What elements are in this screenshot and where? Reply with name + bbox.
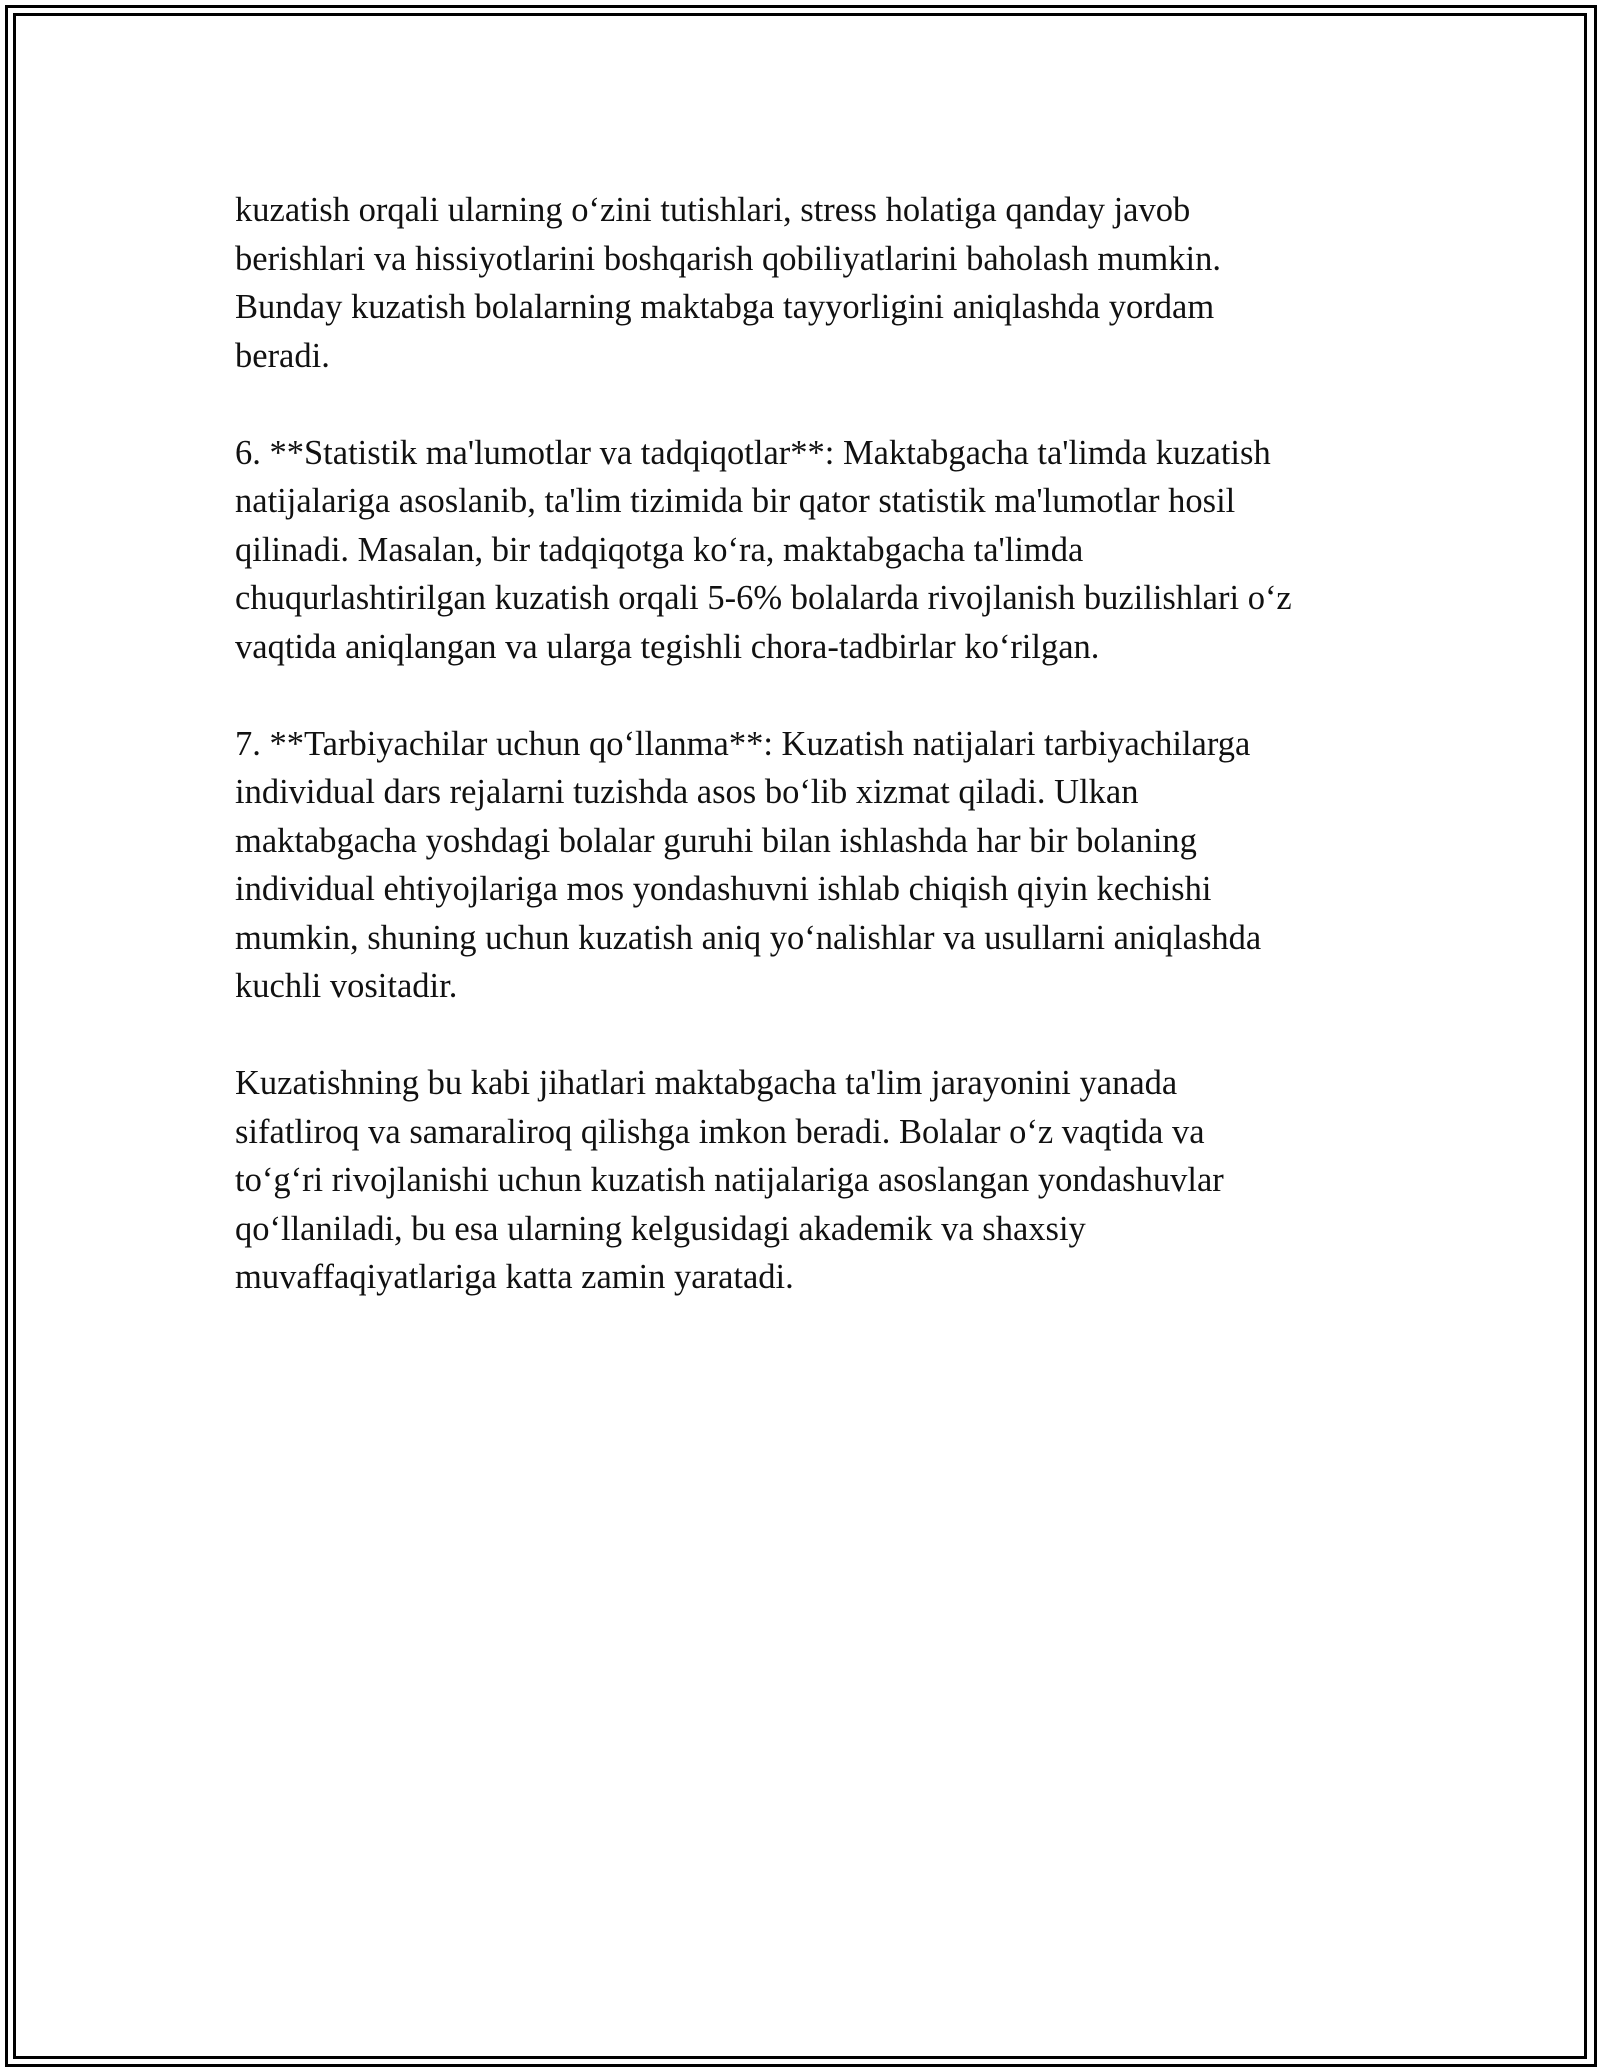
paragraph-conclusion: Kuzatishning bu kabi jihatlari maktabgacha ta'lim jarayonini yanada sifatliroq va samaraliroq qilishga imkon beradi. Bolalar o‘z vaqtida va to‘g‘ri rivojlanishi uchun kuzatish natijalariga asoslangan yondashuvlar qo‘llaniladi, bu esa ularning kelgusidagi akademik va shaxsiy muvaffaqiyatlariga katta zamin yaratadi.: [235, 1064, 1224, 1296]
document-body: [235, 186, 1385, 1350]
paragraph-item-6-statistics: 6. **Statistik ma'lumotlar va tadqiqotlar**: Maktabgacha ta'limda kuzatish natijalariga asoslanib, ta'lim tizimida bir qator statistik ma'lumotlar hosil qilinadi. Masalan, bir tadqiqotga ko‘ra, maktabgacha ta'limda chuqurlashtirilgan kuzatish orqali 5-6% bolalarda rivojlanish buzilishlari o‘z vaqtida aniqlangan va ularga tegishli chora-tadbirlar ko‘rilgan.: [235, 433, 1292, 666]
paragraph-continuation: kuzatish orqali ularning o‘zini tutishlari, stress holatiga qanday javob berishlari va hissiyotlarini boshqarish qobiliyatlarini baholash mumkin. Bunday kuzatish bolalarning maktabga tayyorligini aniqlashda yordam beradi.: [235, 191, 1221, 375]
paragraph-item-7-guide: 7. **Tarbiyachilar uchun qo‘llanma**: Kuzatish natijalari tarbiyachilarga individual dars rejalarni tuzishda asos bo‘lib xizmat qiladi. Ulkan maktabgacha yoshdagi bolalar guruhi bilan ishlashda har bir bolaning individual ehtiyojlariga mos yondashuvni ishlab chiqish qiyin kechishi mumkin, shuning uchun kuzatish aniq yo‘nalishlar va usullarni aniqlashda kuchli vositadir.: [235, 724, 1262, 1005]
